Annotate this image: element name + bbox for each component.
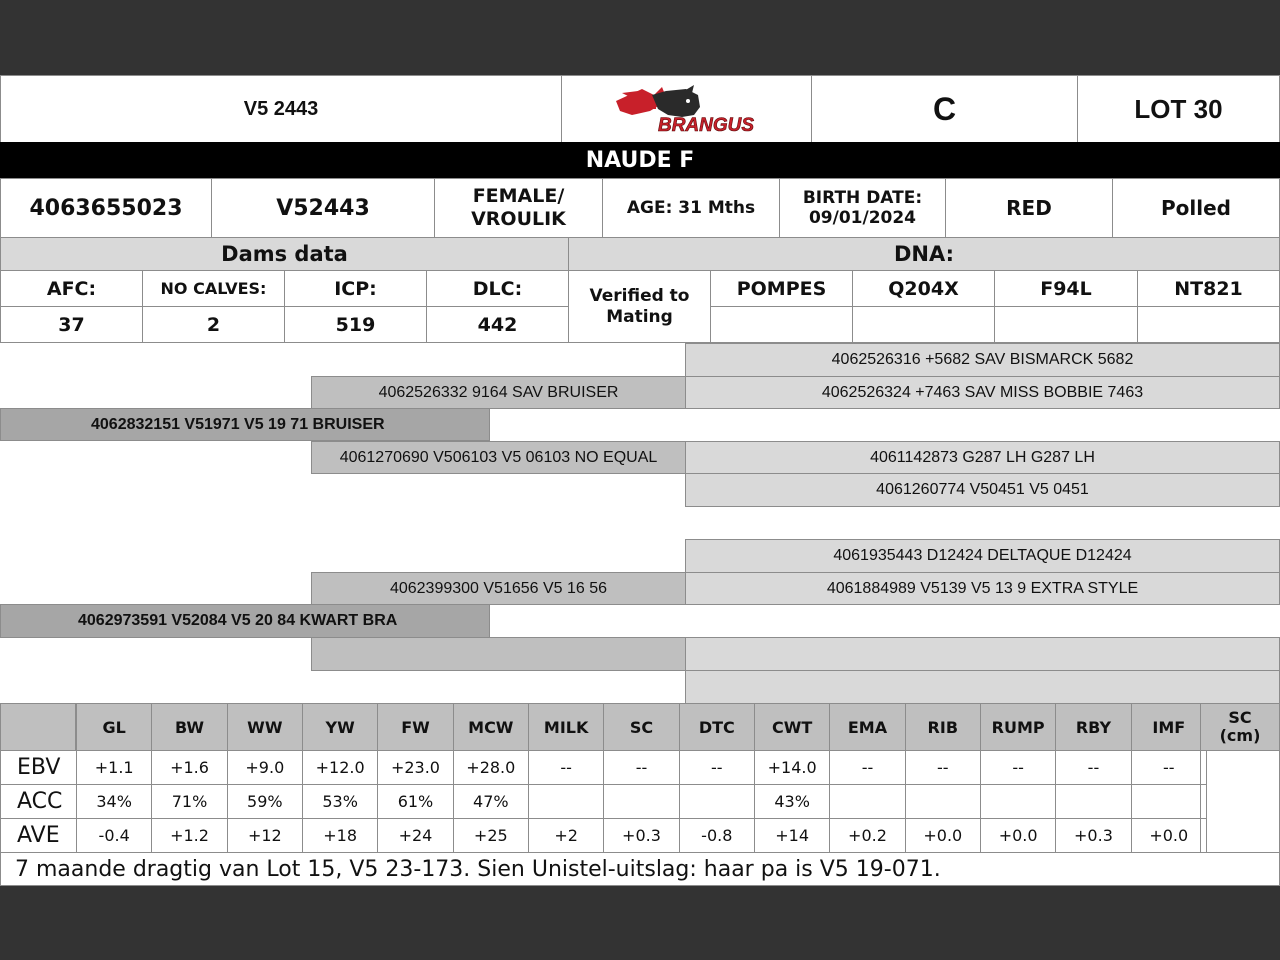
- dna-title: DNA:: [568, 237, 1280, 271]
- calves-label: NO CALVES:: [142, 270, 285, 307]
- verified-to-mating: [568, 270, 711, 343]
- ebv-cell-ebv-ww: +9.0: [227, 750, 303, 785]
- pedigree-sire-dam: 4061270690 V506103 V5 06103 NO EQUAL: [311, 441, 686, 474]
- ebv-header-fw: FW: [377, 703, 453, 751]
- pedigree-dam-dam-dam: [685, 670, 1280, 704]
- ebv-header-rump: RUMP: [980, 703, 1056, 751]
- ebv-cell-ave-milk: +2: [528, 818, 604, 853]
- ebv-header-ema: EMA: [829, 703, 905, 751]
- ebv-cell-ebv-mcw: +28.0: [453, 750, 529, 785]
- ebv-header-dtc: DTC: [679, 703, 755, 751]
- birth-label: BIRTH DATE:: [802, 187, 923, 208]
- verified-line2: Mating: [606, 306, 673, 327]
- ebv-cell-acc-fw: 61%: [377, 784, 453, 819]
- pedigree-dam: 4062973591 V52084 V5 20 84 KWART BRA: [0, 604, 490, 638]
- horn-status: Polled: [1112, 178, 1280, 238]
- ebv-header-gl: GL: [76, 703, 152, 751]
- bull-logo-icon: [602, 81, 772, 137]
- afc-label: AFC:: [0, 270, 143, 307]
- colour: RED: [945, 178, 1113, 238]
- ebv-cell-ebv-milk: --: [528, 750, 604, 785]
- ebv-header-sc: SC: [603, 703, 679, 751]
- ebv-cell-acc-milk: [528, 784, 604, 819]
- ebv-cell-acc-rib: [905, 784, 981, 819]
- id-tag: V5 2443: [0, 75, 562, 143]
- dna-result-pompes: [710, 306, 853, 343]
- ebv-cell-ebv-ema: --: [829, 750, 905, 785]
- ebv-corner-cell: [0, 703, 76, 751]
- ebv-row-label-ave: AVE: [0, 818, 77, 853]
- ebv-cell-ave-fw: +24: [377, 818, 453, 853]
- ebv-header-milk: MILK: [528, 703, 604, 751]
- ebv-row-label-ebv: EBV: [0, 750, 77, 785]
- ebv-cell-ebv-rib: --: [905, 750, 981, 785]
- ebv-cell-ave-mcw: +25: [453, 818, 529, 853]
- pedigree-dam-sire-dam: 4061884989 V5139 V5 13 9 EXTRA STYLE: [685, 572, 1280, 605]
- brangus-logo: [561, 75, 812, 143]
- pedigree-sire-sire: 4062526332 9164 SAV BRUISER: [311, 376, 686, 409]
- age: AGE: 31 Mths: [602, 178, 780, 238]
- ebv-cell-acc-dtc: [679, 784, 755, 819]
- dna-result-f94l: [994, 306, 1138, 343]
- ebv-cell-ebv-rby: --: [1055, 750, 1131, 785]
- dna-test-q204x: Q204X: [852, 270, 995, 307]
- ebv-header-mcw: MCW: [453, 703, 529, 751]
- logo-text: BRANGUS: [657, 115, 754, 136]
- sc-cm-line1: SC: [1228, 707, 1252, 727]
- sex: [434, 178, 603, 238]
- ebv-cell-ave-ww: +12: [227, 818, 303, 853]
- ebv-cell-acc-ww: 59%: [227, 784, 303, 819]
- ebv-cell-ebv-yw: +12.0: [302, 750, 378, 785]
- ebv-header-cwt: CWT: [754, 703, 830, 751]
- sc-cm-line2: (cm): [1219, 726, 1261, 745]
- ebv-cell-ebv-bw: +1.6: [151, 750, 227, 785]
- ebv-cell-ave-ema: +0.2: [829, 818, 905, 853]
- ebv-cell-ebv-cwt: +14.0: [754, 750, 830, 785]
- pedigree-dam-sire: 4062399300 V51656 V5 16 56: [311, 572, 686, 605]
- birth-date: [779, 178, 946, 238]
- ebv-cell-acc-gl: 34%: [76, 784, 152, 819]
- lot-sheet: [0, 75, 1280, 886]
- sc-cm-value: [1200, 750, 1280, 853]
- ebv-header-imf: IMF: [1131, 703, 1207, 751]
- grade: C: [811, 75, 1078, 143]
- ebv-cell-ave-cwt: +14: [754, 818, 830, 853]
- ebv-cell-ebv-gl: +1.1: [76, 750, 152, 785]
- pedigree-sire-sire-dam: 4062526324 +7463 SAV MISS BOBBIE 7463: [685, 376, 1280, 409]
- icp-label: ICP:: [284, 270, 427, 307]
- lot-number: LOT 30: [1077, 75, 1280, 143]
- ebv-header-rib: RIB: [905, 703, 981, 751]
- note: 7 maande dragtig van Lot 15, V5 23-173. Sien Unistel-uitslag: haar pa is V5 19-071.: [0, 852, 1280, 886]
- ebv-cell-acc-mcw: 47%: [453, 784, 529, 819]
- pedigree-dam-dam-sire: [685, 637, 1280, 671]
- dlc-label: DLC:: [426, 270, 569, 307]
- dams-data-title: Dams data: [0, 237, 569, 271]
- ebv-cell-ave-yw: +18: [302, 818, 378, 853]
- pedigree-dam-dam: [311, 637, 686, 671]
- ebv-row-label-acc: ACC: [0, 784, 77, 819]
- birth-value: 09/01/2024: [808, 208, 917, 228]
- ebv-cell-acc-rby: [1055, 784, 1131, 819]
- ebv-cell-ave-bw: +1.2: [151, 818, 227, 853]
- verified-line1: Verified to: [589, 286, 690, 307]
- dna-result-q204x: [852, 306, 995, 343]
- ebv-cell-acc-ema: [829, 784, 905, 819]
- ebv-header-sc-cm: [1200, 703, 1280, 751]
- dlc-value: 442: [426, 306, 569, 343]
- ebv-cell-ebv-dtc: --: [679, 750, 755, 785]
- pedigree-sire-dam-sire: 4061142873 G287 LH G287 LH: [685, 441, 1280, 474]
- tattoo: V52443: [211, 178, 435, 238]
- ebv-cell-ebv-rump: --: [980, 750, 1056, 785]
- pedigree-sire-dam-dam: 4061260774 V50451 V5 0451: [685, 473, 1280, 507]
- sex-line2: VROULIK: [471, 208, 566, 230]
- sex-line1: FEMALE/: [472, 185, 565, 208]
- pedigree-dam-sire-sire: 4061935443 D12424 DELTAQUE D12424: [685, 539, 1280, 573]
- ebv-cell-acc-imf: [1131, 784, 1207, 819]
- dna-test-pompes: POMPES: [710, 270, 853, 307]
- ebv-cell-ave-rump: +0.0: [980, 818, 1056, 853]
- ebv-cell-ave-rby: +0.3: [1055, 818, 1131, 853]
- registration-number: 4063655023: [0, 178, 212, 238]
- pedigree-sire: 4062832151 V51971 V5 19 71 BRUISER: [0, 408, 490, 441]
- ebv-cell-ave-dtc: -0.8: [679, 818, 755, 853]
- ebv-header-bw: BW: [151, 703, 227, 751]
- afc-value: 37: [0, 306, 143, 343]
- calves-value: 2: [142, 306, 285, 343]
- dna-result-nt821: [1137, 306, 1280, 343]
- dna-test-f94l: F94L: [994, 270, 1138, 307]
- ebv-cell-ave-sc: +0.3: [603, 818, 679, 853]
- ebv-header-ww: WW: [227, 703, 303, 751]
- ebv-cell-acc-bw: 71%: [151, 784, 227, 819]
- ebv-cell-ebv-imf: --: [1131, 750, 1207, 785]
- pedigree-sire-sire-sire: 4062526316 +5682 SAV BISMARCK 5682: [685, 343, 1280, 377]
- dna-test-nt821: NT821: [1137, 270, 1280, 307]
- ebv-cell-ave-gl: -0.4: [76, 818, 152, 853]
- breeder-name: NAUDE F: [0, 142, 1280, 178]
- ebv-header-yw: YW: [302, 703, 378, 751]
- ebv-cell-ebv-fw: +23.0: [377, 750, 453, 785]
- ebv-cell-ave-rib: +0.0: [905, 818, 981, 853]
- ebv-cell-acc-cwt: 43%: [754, 784, 830, 819]
- ebv-cell-ave-imf: +0.0: [1131, 818, 1207, 853]
- ebv-cell-acc-yw: 53%: [302, 784, 378, 819]
- icp-value: 519: [284, 306, 427, 343]
- ebv-cell-acc-sc: [603, 784, 679, 819]
- ebv-cell-ebv-sc: --: [603, 750, 679, 785]
- ebv-cell-acc-rump: [980, 784, 1056, 819]
- ebv-header-rby: RBY: [1055, 703, 1131, 751]
